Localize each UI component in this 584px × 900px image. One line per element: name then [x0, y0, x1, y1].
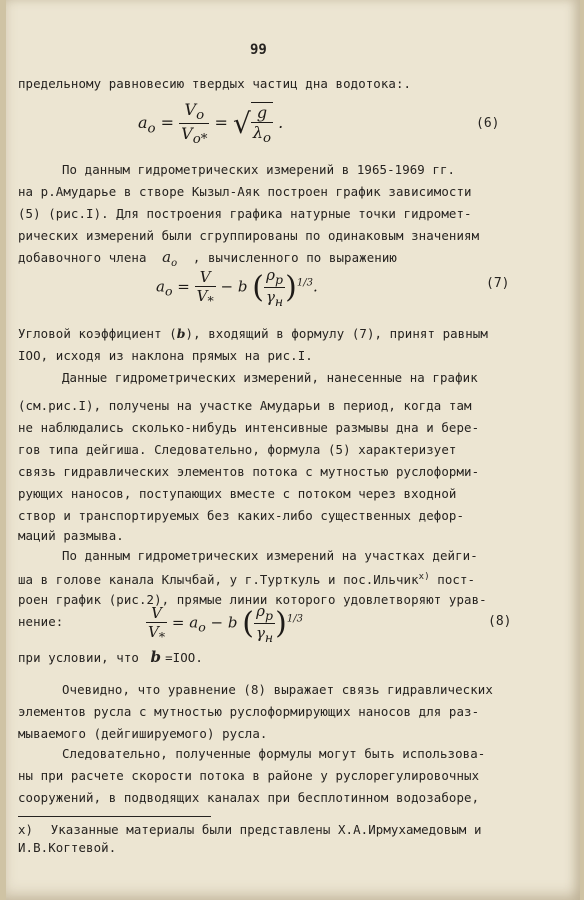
eq7-lhs-sub: o [164, 283, 173, 299]
text-line: ны при расчете скорости потока в районе у руслорегулировочных [18, 768, 480, 783]
eq8-rhs-sub: o [198, 619, 206, 635]
text-line: Данные гидрометрических измерений, нанесенные на график [62, 370, 478, 385]
eq8-num-2: ρ [256, 602, 265, 620]
text-line: рующих наносов, поступающих вместе с потоком через входной [18, 486, 457, 501]
eq6-num-2: g [256, 102, 268, 122]
text-line: рических измерений были сгруппированы по одинаковым значениям [18, 228, 480, 243]
text-fragment: при условии, что [18, 650, 139, 665]
eq6-den-2: λ [252, 122, 264, 142]
eq6-den-1: V [181, 124, 193, 144]
equation-6-number: (6) [476, 116, 500, 131]
text-fragment: ), входящий в формулу (7), принят равным [185, 326, 488, 341]
eq6-equals-2: = [214, 113, 228, 133]
equation-7-number: (7) [486, 276, 510, 291]
eq6-dot: . [278, 113, 284, 133]
text-fragment: Угловой коэффициент ( [18, 326, 177, 341]
eq7-den-1-sub: * [207, 292, 214, 308]
text-line: створ и транспортируемых без каких-либо существенных дефор- [18, 508, 465, 523]
equation-7 [156, 266, 318, 309]
text-fragment: =IOO. [165, 650, 203, 665]
text-line [18, 570, 475, 587]
eq8-power: 1/3 [286, 613, 303, 625]
eq6-den-1-sub: o* [192, 132, 208, 148]
eq7-num-1: V [195, 268, 216, 287]
text-line: на р.Амударье в створе Кызыл-Аяк построен график зависимости [18, 184, 472, 199]
text-fragment: , вычисленного по выражению [192, 250, 397, 265]
text-fragment: добавочного члена [18, 250, 147, 265]
text-line: маций размыва. [18, 528, 124, 543]
text-line [18, 650, 203, 665]
text-line: IOO, исходя из наклона прямых на рис.I. [18, 348, 313, 363]
eq6-fraction-1 [179, 100, 209, 147]
sqrt-icon: √ [233, 107, 251, 141]
eq7-minus-b: − b [220, 277, 248, 296]
footnote-marker: x) [418, 572, 430, 582]
eq7-num-2-sub: p [274, 272, 283, 287]
eq7-equals: = [177, 277, 190, 296]
text-line: гов типа дейгиша. Следовательно, формула (5) характеризует [18, 442, 457, 457]
eq8-minus-b: − b [210, 613, 238, 632]
page-number: 99 [250, 42, 267, 58]
equation-8-number: (8) [488, 614, 512, 629]
eq7-power: 1/3 [296, 277, 313, 289]
eq7-dot: . [312, 277, 318, 296]
text-line: предельному равновесию твердых частиц дна водотока:. [18, 76, 412, 91]
open-paren-icon: ( [242, 606, 254, 641]
eq7-lhs: a [156, 277, 165, 296]
text-line [18, 326, 488, 341]
symbol-b: b [150, 648, 162, 666]
footnote-marker: x) [18, 822, 34, 837]
eq8-den-1: V [148, 622, 159, 641]
eq6-equals: = [160, 113, 175, 133]
open-paren-icon: ( [252, 270, 264, 305]
text-line: По данным гидрометрических измерений в 1965-1969 гг. [62, 162, 456, 177]
text-fragment: Указанные материалы были представлены Х.А.Ирмухамедовым и [50, 822, 482, 837]
eq8-fraction-1 [146, 604, 167, 644]
eq8-equals: = [171, 613, 185, 632]
text-line: По данным гидрометрических измерений на участках дейги- [62, 548, 478, 563]
text-line: не наблюдались сколько-нибудь интенсивные размывы дна и бере- [18, 420, 480, 435]
text-line: связь гидравлических элементов потока с мутностью руслоформи- [18, 464, 480, 479]
text-line: (5) (рис.I). Для построения графика натурные точки гидромет- [18, 206, 472, 221]
text-line: сооружений, в подводящих каналах при бесплотинном водозаборе, [18, 790, 480, 805]
eq6-num-1: V [184, 100, 197, 119]
eq6-fraction-2 [251, 102, 273, 146]
eq6-lhs-sub: o [147, 121, 156, 137]
text-fragment: ша в голове канала Клычбай, у г.Турткуль и пос.Ильчик [18, 572, 419, 588]
eq8-num-2-sub: p [264, 608, 273, 623]
footnote-separator [18, 816, 211, 817]
text-line: нение: [18, 614, 64, 629]
footnote-line: И.В.Когтевой. [18, 840, 117, 855]
eq7-fraction-2 [264, 266, 285, 309]
equation-8 [146, 602, 303, 645]
text-line: мываемого (дейгишируемого) русла. [18, 726, 268, 741]
eq7-den-1: V [196, 286, 208, 305]
symbol-b: b [176, 326, 186, 341]
document-page [6, 0, 580, 900]
eq8-den-2: γ [255, 624, 265, 642]
eq7-fraction-1 [195, 268, 216, 308]
eq7-num-2: ρ [266, 266, 275, 284]
footnote-line [18, 822, 482, 837]
eq7-den-2-sub: н [274, 294, 284, 309]
eq8-num-1: V [146, 604, 167, 623]
text-line: Очевидно, что уравнение (8) выражает связь гидравлических [62, 682, 493, 697]
close-paren-icon: ) [275, 606, 287, 641]
eq6-num-1-sub: o [196, 108, 205, 124]
text-line: Следовательно, полученные формулы могут быть использова- [62, 746, 486, 761]
eq6-den-2-sub: o [263, 130, 272, 146]
text-line: роен график (рис.2), прямые линии которого удовлетворяют урав- [18, 592, 487, 607]
eq8-fraction-2 [254, 602, 275, 645]
close-paren-icon: ) [285, 270, 297, 305]
equation-6 [138, 100, 283, 147]
eq7-den-2: γ [265, 288, 275, 306]
text-line: (см.рис.I), получены на участке Амударьи в период, когда там [18, 398, 472, 413]
eq6-lhs: a [138, 113, 148, 133]
text-fragment: пост- [437, 572, 476, 588]
eq8-den-2-sub: н [264, 630, 274, 645]
text-line: элементов русла с мутностью руслоформирующих наносов для раз- [18, 704, 480, 719]
eq8-rhs: a [189, 613, 199, 632]
symbol-a0: $a_o$ [162, 248, 178, 269]
eq8-den-1-sub: * [158, 628, 166, 644]
